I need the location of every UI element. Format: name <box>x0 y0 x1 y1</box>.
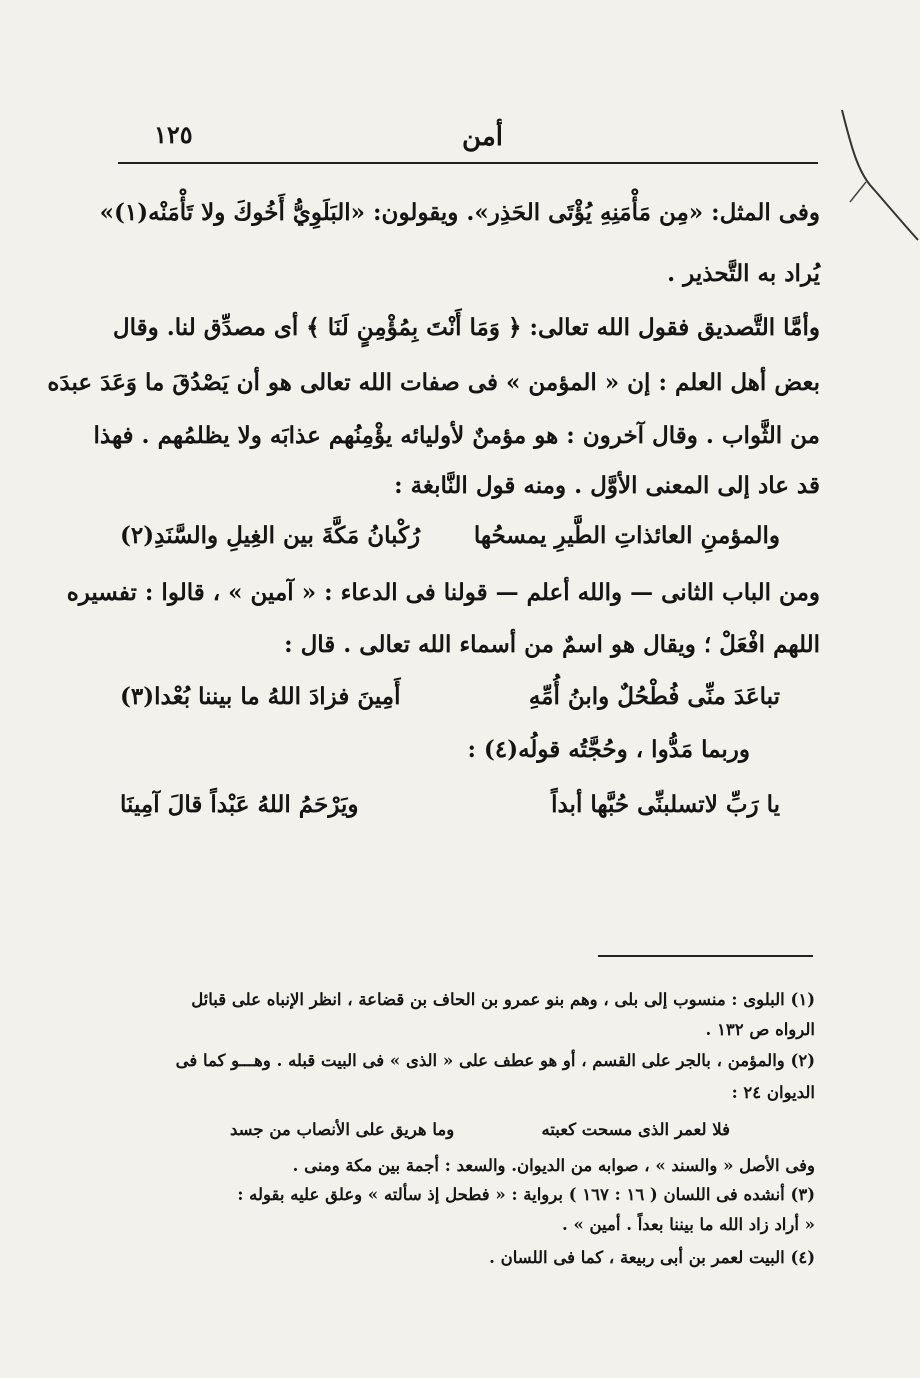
page-title: أمن <box>462 122 503 152</box>
footnote-2-line-1: (٢) والمؤمن ، بالجر على القسم ، أو هو عطف على « الذى » فى البيت قبله . وهـــو كما فى <box>175 1051 815 1070</box>
verse-2-second-hemistich: أَمِينَ فزادَ اللهُ ما بيننا بُعْدا(٣) <box>120 683 401 710</box>
header-rule <box>118 162 818 164</box>
body-line-7: ومن الباب الثانى — والله أعلم — قولنا فى الدعاء : « آمين » ، قالوا : تفسيره <box>66 579 820 606</box>
footnote-1-line-1: (١) البلوى : منسوب إلى بلى ، وهم بنو عمرو بن الحاف بن قضاعة ، انظر الإنباه على قبائل <box>191 990 815 1009</box>
footnote-3-line-1: (٣) أنشده فى اللسان ( ١٦ : ١٦٧ ) برواية : « فطحل إذ سألته » وعلق عليه بقوله : <box>237 1185 815 1204</box>
body-line-5: من الثَّواب . وقال آخرون : هو مؤمنٌ لأوليائه يؤْمِنُهم عذابَه ولا يظلمُهم . فهذا <box>93 422 820 449</box>
body-line-4: بعض أهل العلم : إن « المؤمن » فى صفات الله تعالى هو أن يَصْدُقَ ما وَعَدَ عبدَه <box>47 369 820 396</box>
body-line-8: اللهم افْعَلْ ؛ ويقال هو اسمٌ من أسماء الله تعالى . قال : <box>284 631 820 658</box>
footnote-2-verse-second: وما هريق على الأنصاب من جسد <box>230 1120 455 1139</box>
footnote-2-verse-first: فلا لعمر الذى مسحت كعبته <box>541 1120 730 1139</box>
footnote-2-line-3: وفى الأصل « والسند » ، صوابه من الديوان. والسعد : أجمة بين مكة ومنى . <box>292 1156 815 1175</box>
footnote-rule <box>598 955 813 957</box>
verse-3-first-hemistich: يا رَبِّ لاتسلبنِّى حُبَّها أبداً <box>551 791 780 818</box>
verse-2-first-hemistich: تباعَدَ منِّى فُطْحُلٌ وابنُ أُمِّهِ <box>528 683 780 710</box>
body-line-3: وأمَّا التَّصديق فقول الله تعالى: ﴿ وَمَا أَنْتَ بِمُؤْمِنٍ لَنَا ﴾ أى مصدِّق لنا. وقال <box>112 314 820 341</box>
footnote-3-line-2: « أراد زاد الله ما بيننا بعداً . أمين » . <box>561 1215 815 1234</box>
body-line-1: وفى المثل: «مِن مَأْمَنِهِ يُؤْتَى الحَذِر». ويقولون: «البَلَوِيُّ أَخُوكَ ولا تَأْمَنْه(١)» <box>99 199 820 226</box>
page-header <box>118 108 818 158</box>
verse-3 <box>120 788 780 822</box>
footnote-2-line-2: الديوان ٢٤ : <box>731 1083 815 1102</box>
body-line-2: يُراد به التَّحذير . <box>667 260 820 287</box>
body-line-6: قد عاد إلى المعنى الأوَّل . ومنه قول النَّابغة : <box>394 472 820 499</box>
footnote-2-verse <box>230 1117 730 1143</box>
verse-1-second-hemistich: رُكْبانُ مَكَّةَ بين الغِيلِ والسَّنَدِ(٢) <box>120 522 421 549</box>
page-number: ١٢٥ <box>154 120 193 149</box>
body-line-9: وربما مَدُّوا ، وحُجَّتُه قولُه(٤) : <box>467 736 750 763</box>
footnote-4: (٤) البيت لعمر بن أبى ربيعة ، كما فى اللسان . <box>489 1248 815 1267</box>
verse-1 <box>120 519 780 553</box>
verse-2 <box>120 680 780 714</box>
scan-edge-mark <box>840 90 920 250</box>
verse-1-first-hemistich: والمؤمنِ العائذاتِ الطَّيرِ يمسحُها <box>473 522 780 549</box>
footnote-1-line-2: الرواه ص ١٣٢ . <box>705 1020 815 1039</box>
verse-3-second-hemistich: ويَرْحَمُ اللهُ عَبْداً قالَ آمِينَا <box>120 791 359 818</box>
